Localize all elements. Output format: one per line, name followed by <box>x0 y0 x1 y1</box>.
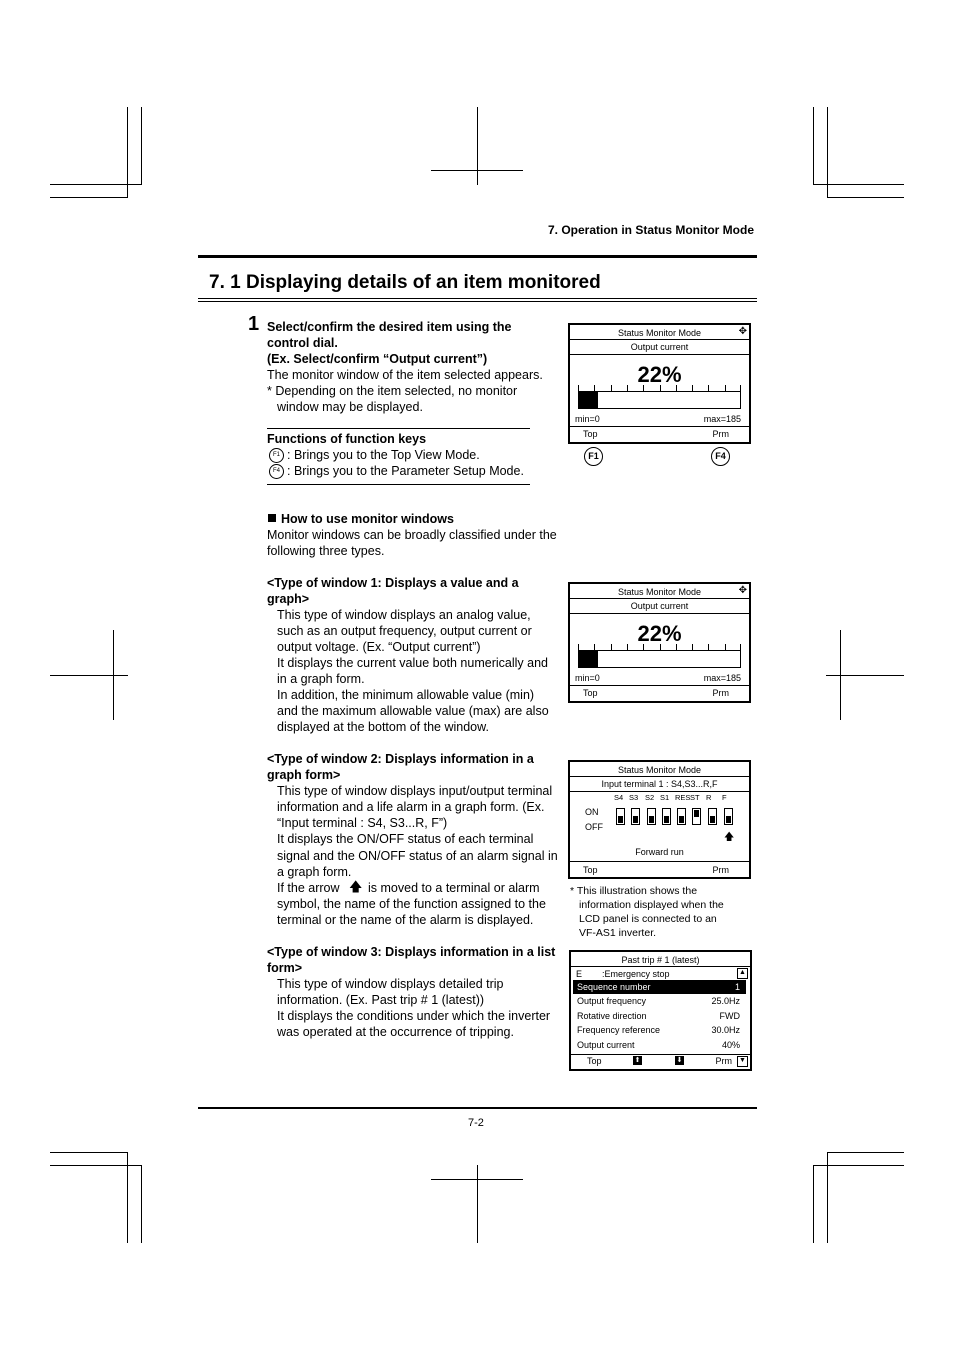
howto-text-2: following three types. <box>267 544 385 558</box>
step-instruction-3: (Ex. Select/confirm “Output current”) <box>267 352 488 366</box>
trip-row[interactable] <box>573 1009 746 1023</box>
type1-text: It displays the current value both numerically and <box>277 656 548 670</box>
step-text-1: The monitor window of the item selected appears. <box>267 368 543 382</box>
type1-text: displayed at the bottom of the window. <box>277 720 489 734</box>
lcd-panel-past-trip <box>569 950 752 1071</box>
lcd-prm-key: Prm <box>715 1056 732 1066</box>
next-page-icon[interactable]: ⬇ <box>676 1057 683 1064</box>
lcd-title: Past trip # 1 (latest) <box>621 955 700 965</box>
type2-text: is moved to a terminal or alarm <box>368 881 540 895</box>
type3-text: It displays the conditions under which the inverter <box>277 1009 551 1023</box>
trip-row-label: Output frequency <box>577 996 647 1007</box>
trip-row-value: FWD <box>719 1010 740 1021</box>
type2-text: terminal or the name of the alarm is displayed. <box>277 913 534 927</box>
type1-text: such as an output frequency, output current or <box>277 624 532 638</box>
trip-row-label: Sequence number <box>577 982 651 992</box>
off-label: OFF <box>585 822 603 832</box>
trip-row-value: 25.0Hz <box>711 996 740 1007</box>
panel3-note: * This illustration shows the information displayed when the LCD panel is connected to an VF-AS1 inverter. <box>570 885 724 939</box>
lcd-panel-type1 <box>568 582 751 703</box>
type2-text: a graph form. <box>277 865 352 879</box>
lcd-value: 22% <box>637 362 682 387</box>
lcd-prm-key: Prm <box>712 865 729 875</box>
lcd-top-key: Top <box>583 688 598 698</box>
dial-icon: ✥ <box>738 585 747 596</box>
type1-heading-1: <Type of window 1: Displays a value and a <box>267 576 519 590</box>
lcd-prm-key: Prm <box>712 688 729 698</box>
lcd-max: max=185 <box>703 414 741 424</box>
type1-heading-2: graph> <box>267 592 310 606</box>
chapter-header: 7. Operation in Status Monitor Mode <box>547 223 754 237</box>
footer-rule <box>198 1107 757 1109</box>
type2-heading-2: graph form> <box>267 768 341 782</box>
lcd-title: Status Monitor Mode <box>617 765 702 775</box>
terminal-label: S3 <box>629 793 639 802</box>
type1-text: In addition, the minimum allowable value (min) <box>277 688 535 702</box>
header-rule <box>198 255 757 258</box>
type2-text: This type of window displays input/output terminal <box>277 784 553 798</box>
type2-text: “Input terminal : S4, S3...R, F”) <box>277 816 448 830</box>
terminal-status-s2 <box>647 808 656 825</box>
type3-text: was operated at the occurrence of tripping. <box>277 1025 514 1039</box>
lcd-bar-graph <box>578 385 741 409</box>
terminal-status-r <box>708 808 717 825</box>
type1-text: output voltage. (Ex. “Output current”) <box>277 640 481 654</box>
type2-text: It displays the ON/OFF status of each terminal <box>277 832 534 846</box>
type2-text: If the arrow <box>277 881 340 895</box>
lcd-item: Output current <box>630 342 689 352</box>
page-number: 7-2 <box>468 1117 484 1129</box>
terminal-label: S2 <box>645 793 655 802</box>
bar-fill <box>578 392 598 408</box>
terminal-label: ST <box>690 793 700 802</box>
trip-row[interactable] <box>573 980 746 994</box>
type3-heading-1: <Type of window 3: Displays information in a list <box>267 945 556 959</box>
terminal-label: S1 <box>660 793 670 802</box>
lcd-status: Forward run <box>635 847 684 857</box>
type2-text: information and a life alarm in a graph form. (Ex. <box>277 800 545 814</box>
trip-row-value: 40% <box>721 1039 740 1050</box>
terminal-status-f <box>724 808 733 825</box>
lcd-top-key: Top <box>583 865 598 875</box>
terminal-status-s4 <box>616 808 625 825</box>
lcd-top-key: Top <box>583 429 598 439</box>
type3-heading-2: form> <box>267 961 303 975</box>
lcd-item: Input terminal 1 : S4,S3...R,F <box>601 779 718 789</box>
terminal-label: S4 <box>614 793 624 802</box>
lcd-min: min=0 <box>575 414 600 424</box>
trip-row-label: Rotative direction <box>577 1010 647 1021</box>
lcd-panel-input-terminal <box>568 760 751 879</box>
on-label: ON <box>585 807 599 817</box>
trip-list <box>573 980 746 1052</box>
terminal-status-res <box>677 808 686 825</box>
terminal-status-s3 <box>631 808 640 825</box>
lcd-title: Status Monitor Mode <box>617 587 702 597</box>
bar-fill <box>578 651 598 667</box>
title-rule <box>198 298 757 299</box>
lcd-item: Output current <box>630 601 689 611</box>
terminal-label: RES <box>675 793 691 802</box>
trip-row-label: Frequency reference <box>577 1025 661 1036</box>
step-text-3: window may be displayed. <box>277 400 423 414</box>
trip-row[interactable] <box>573 994 746 1008</box>
terminal-status-st <box>692 808 701 825</box>
f4-button[interactable]: F4 <box>711 447 730 466</box>
howto-text-1: Monitor windows can be broadly classified under the <box>267 528 557 542</box>
function-keys-title: Functions of function keys <box>267 432 427 446</box>
type2-text: symbol, the name of the function assigned to the <box>277 897 546 911</box>
terminal-status-s1 <box>662 808 671 825</box>
type1-text: in a graph form. <box>277 672 365 686</box>
up-arrow-icon: 🡅 <box>724 832 735 843</box>
type3-text: information. (Ex. Past trip # 1 (latest)) <box>277 993 485 1007</box>
step-instruction-1: Select/confirm the desired item using the <box>267 320 512 334</box>
up-arrow-icon: 🡅 <box>349 879 363 894</box>
type2-heading-1: <Type of window 2: Displays information in a <box>267 752 534 766</box>
terminal-labels <box>570 793 749 805</box>
lcd-max: max=185 <box>703 673 741 683</box>
f1-description: : Brings you to the Top View Mode. <box>287 448 480 462</box>
f4-description: : Brings you to the Parameter Setup Mode. <box>287 464 524 478</box>
trip-row[interactable] <box>573 1023 746 1037</box>
lcd-prm-key: Prm <box>712 429 729 439</box>
section-title: 7. 1 Displaying details of an item monitored <box>209 272 601 293</box>
step-number: 1 <box>248 313 260 335</box>
bullet-square-icon <box>268 514 276 522</box>
lcd-panel-output-current <box>568 323 751 444</box>
lcd-title: Status Monitor Mode <box>617 328 702 338</box>
step-text-2: * Depending on the item selected, no monitor <box>267 384 518 398</box>
trip-row-value: 1 <box>734 982 740 992</box>
f1-button[interactable]: F1 <box>584 447 603 466</box>
type1-text: and the maximum allowable value (max) are also <box>277 704 549 718</box>
trip-row-label: Output current <box>577 1039 635 1050</box>
f1-key-icon: F1 <box>269 448 284 463</box>
lcd-min: min=0 <box>575 673 600 683</box>
prev-page-icon[interactable]: ⬆ <box>634 1057 641 1064</box>
terminal-label: F <box>722 793 727 802</box>
type3-text: This type of window displays detailed trip <box>277 977 504 991</box>
howto-title: How to use monitor windows <box>281 512 454 526</box>
lcd-top-key: Top <box>587 1056 602 1066</box>
f4-key-icon: F4 <box>269 464 284 479</box>
terminal-label: R <box>706 793 712 802</box>
terminal-status-boxes <box>570 808 749 828</box>
lcd-bar-graph <box>578 644 741 668</box>
type2-text: signal and the ON/OFF status of an alarm signal in <box>277 849 558 863</box>
error-code: E <box>576 969 583 979</box>
scroll-up-icon[interactable]: ▲ <box>737 968 748 979</box>
lcd-value: 22% <box>637 621 682 646</box>
scroll-down-icon[interactable]: ▼ <box>737 1056 748 1067</box>
error-text: :Emergency stop <box>602 969 670 979</box>
trip-row[interactable] <box>573 1038 746 1052</box>
step-instruction-2: control dial. <box>267 336 338 350</box>
type1-text: This type of window displays an analog value, <box>277 608 531 622</box>
dial-icon: ✥ <box>738 326 747 337</box>
trip-row-value: 30.0Hz <box>711 1025 740 1036</box>
